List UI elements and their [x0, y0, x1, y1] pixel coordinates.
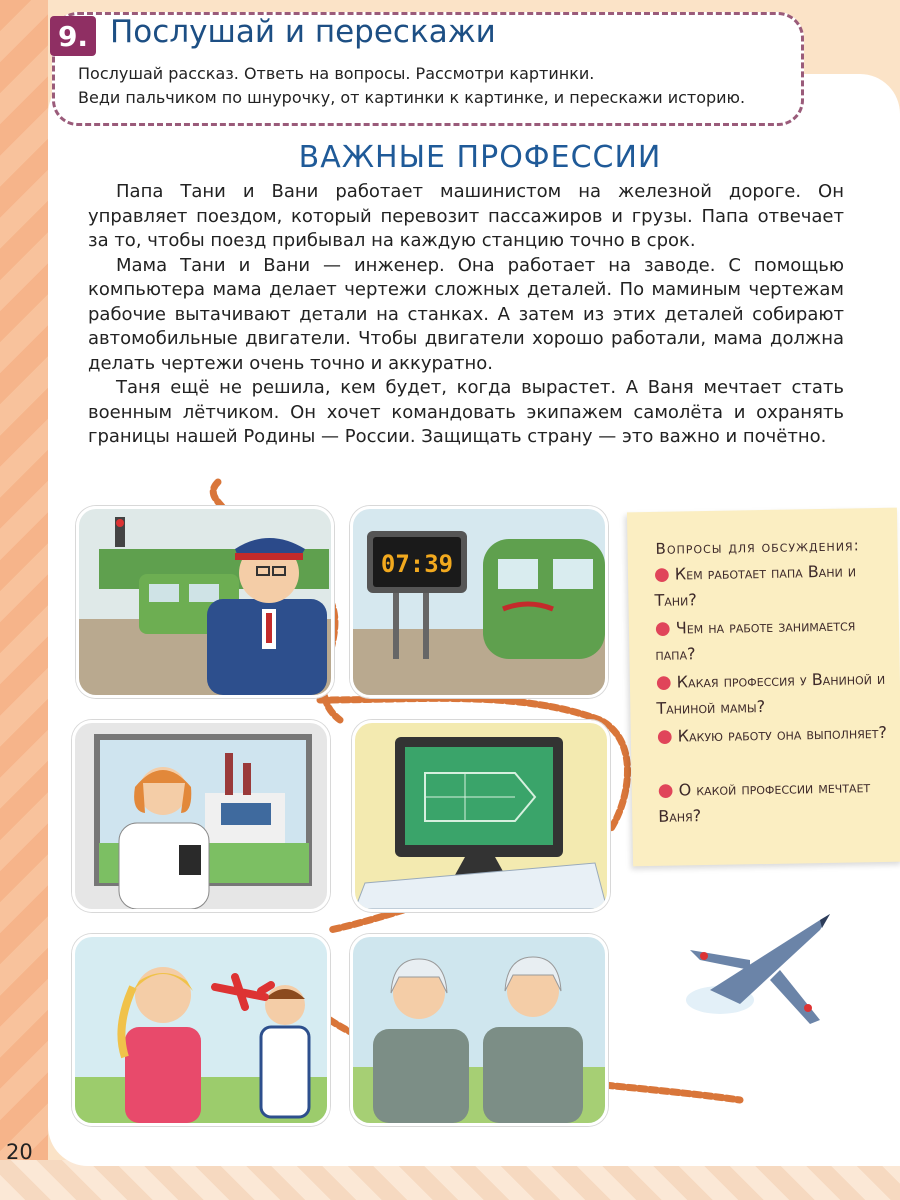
- story-paragraph-1: Папа Тани и Вани работает машинистом на железной дороге. Он управляет поездом, который перевозит пассажиров и грузы. Папа отвечает за то, чтобы поезд прибывал на каждую станцию точно в срок.: [88, 181, 844, 251]
- bullet-dot-icon: ●: [656, 725, 673, 747]
- bullet-dot-icon: ●: [657, 779, 674, 801]
- question-text: О какой профессии мечтает Ваня?: [658, 777, 871, 826]
- question-item: [655, 612, 892, 668]
- question-item: [656, 666, 893, 722]
- story-paragraph-3: Таня ещё не решила, кем будет, когда вырастет. А Ваня мечтает стать военным лётчиком. Он хочет командовать экипажем самолёта и охранять границы нашей Родины — России. Защищать страну — это важно и почётно.: [88, 377, 844, 447]
- question-text: Кем работает папа Вани и Тани?: [654, 561, 857, 610]
- story-paragraph-2: Мама Тани и Вани — инженер. Она работает на заводе. С помощью компьютера мама делает чертежи сложных деталей. По маминым чертежам рабочие вытачивают детали на станках. А затем из этих деталей собирают автомобильные двигатели. Чтобы двигатели хорошо работали, мама должна делать чертежи очень точно и аккуратно.: [88, 254, 844, 374]
- instruction-line-1: Послушай рассказ. Ответь на вопросы. Рассмотри картинки.: [78, 64, 595, 83]
- picture-train-driver: [76, 506, 334, 698]
- question-text: Какую работу она выполняет?: [677, 722, 888, 746]
- fighter-jet-illustration: [670, 900, 850, 1030]
- bullet-dot-icon: ●: [653, 563, 670, 585]
- questions-title: Вопросы для обсуждения:: [655, 536, 860, 558]
- question-item: [654, 558, 891, 614]
- picture-pilots: [350, 934, 608, 1126]
- question-item: [658, 774, 895, 830]
- bullet-dot-icon: ●: [655, 671, 672, 693]
- task-title: Послушай и перескажи: [110, 14, 496, 50]
- question-text: Чем на работе занимается папа?: [655, 615, 856, 664]
- question-item: [657, 720, 893, 750]
- page-number: 20: [6, 1140, 33, 1164]
- questions-note: [627, 508, 900, 867]
- bullet-dot-icon: ●: [654, 617, 671, 639]
- picture-engineer-mother: [72, 720, 330, 912]
- story-title: ВАЖНЫЕ ПРОФЕССИИ: [298, 140, 662, 175]
- instruction-line-2: Веди пальчиком по шнурочку, от картинки к картинке, и перескажи историю.: [78, 88, 746, 107]
- picture-computer-drawing: [352, 720, 610, 912]
- task-number-badge: 9.: [50, 16, 96, 56]
- question-text: Какая профессия у Ваниной и Таниной мамы?: [656, 668, 886, 718]
- picture-station-clock: [350, 506, 608, 698]
- picture-tanya-and-vanya: [72, 934, 330, 1126]
- clock-display-text: 07:39: [380, 550, 454, 578]
